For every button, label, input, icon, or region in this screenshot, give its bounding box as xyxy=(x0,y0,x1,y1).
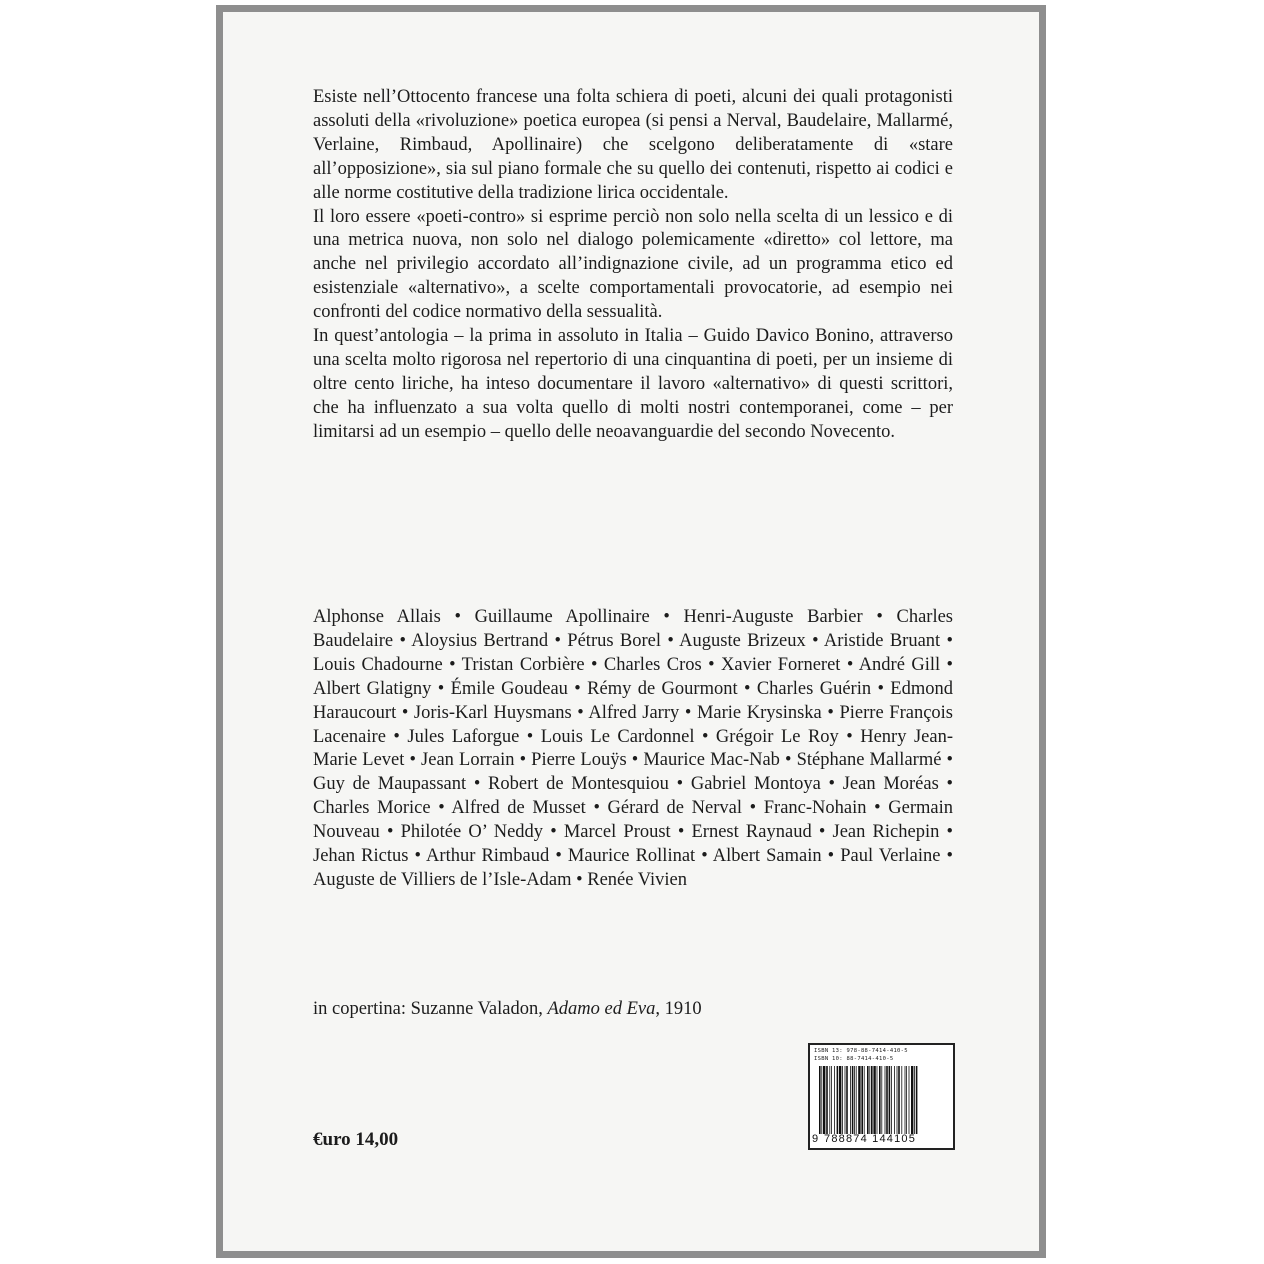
price-label: €uro 14,00 xyxy=(313,1129,399,1150)
blurb-paragraph-1: Esiste nell’Ottocento francese una folta schiera di poeti, alcuni dei quali protagonisti assoluti della «rivoluzione» poetica europea (si pensi a Nerval, Baudelaire, Mallarmé, Verlaine, Rimbaud, Apollinaire) che scelgono deliberatamente di «stare all’opposizione», sia sul piano formale che su quello dei contenuti, rispetto ai codici e alle norme costitutive della tradizione lirica occidentale. xyxy=(313,87,953,203)
barcode-bar xyxy=(864,1066,865,1134)
barcode-bar xyxy=(911,1066,913,1134)
barcode-bar xyxy=(839,1066,841,1134)
barcode-bar xyxy=(885,1066,886,1134)
barcode-bar xyxy=(819,1066,821,1134)
barcode-bar xyxy=(869,1066,870,1134)
barcode-lead-digit: 9 xyxy=(812,1133,819,1145)
barcode-bar xyxy=(861,1066,863,1134)
barcode-bar xyxy=(906,1066,907,1134)
barcode-bar xyxy=(850,1066,851,1134)
book-back-cover xyxy=(216,5,1046,1258)
barcode-bar xyxy=(905,1066,906,1134)
barcode-bar xyxy=(845,1066,846,1134)
credit-suffix: , 1910 xyxy=(655,999,702,1019)
barcode-bar xyxy=(852,1066,854,1134)
barcode-bar xyxy=(898,1066,900,1134)
barcode-block xyxy=(808,1043,955,1150)
barcode-bar xyxy=(834,1066,835,1134)
cover-credit xyxy=(313,997,702,1021)
barcode-bar xyxy=(837,1066,839,1134)
barcode-bar xyxy=(914,1066,915,1134)
cover-page xyxy=(223,12,1039,1251)
barcode-bar xyxy=(871,1066,873,1134)
barcode-bar xyxy=(873,1066,875,1134)
barcode-bar xyxy=(909,1066,910,1134)
barcode-bar xyxy=(897,1066,898,1134)
barcode-bar xyxy=(867,1066,869,1134)
barcode-bar xyxy=(858,1066,860,1134)
blurb-text xyxy=(313,86,953,445)
barcode-bar xyxy=(881,1066,882,1134)
isbn-10-line: ISBN 10: 88-7414-410-5 xyxy=(814,1056,894,1062)
barcode-bar xyxy=(854,1066,855,1134)
barcode-bar xyxy=(823,1066,825,1134)
barcode-bar xyxy=(877,1066,878,1134)
author-list: Alphonse Allais • Guillaume Apollinaire • Henri-Auguste Barbier • Charles Baudelaire • Aloysius Bertrand • Pétrus Borel • Auguste Brizeux • Aristide Bruant • Louis Chadourne • Tristan Corbière • Charles Cros • Xavier Forneret • André Gill • Albert Glatigny • Émile Goudeau • Rémy de Gourmont • Charles Guérin • Edmond Haraucourt • Joris-Karl Huysmans • Alfred Jarry • Marie Krysinska • Pierre François Lacenaire • Jules Laforgue • Louis Le Cardonnel • Grégoir Le Roy • Henry Jean-Marie Levet • Jean Lorrain • Pierre Louÿs • Maurice Mac-Nab • Stéphane Mallarmé • Guy de Maupassant • Robert de Montesquiou • Gabriel Montoya • Jean Moréas • Charles Morice • Alfred de Musset • Gérard de Nerval • Franc-Nohain • Germain Nouveau • Philotée O’ Neddy • Marcel Proust • Ernest Raynaud • Jean Richepin • Jehan Rictus • Arthur Rimbaud • Maurice Rollinat • Albert Samain • Paul Verlaine • Auguste de Villiers de l’Isle-Adam • Renée Vivien xyxy=(313,607,953,890)
barcode-bar xyxy=(829,1066,830,1134)
credit-prefix: in copertina: Suzanne Valadon, xyxy=(313,999,548,1019)
isbn-13-line: ISBN 13: 978-88-7414-410-5 xyxy=(814,1048,908,1054)
blurb-paragraph-3: In quest’antologia – la prima in assoluto in Italia – Guido Davico Bonino, attraverso una scelta molto rigorosa nel repertorio di una cinquantina di poeti, per un insieme di oltre cento liriche, ha inteso documentare il lavoro «alternativo» di questi scrittori, che ha influenzato a sua volta quello di molti nostri contemporanei, come – per limitarsi ad un esempio – quello delle neoavanguardie del secondo Novecento. xyxy=(313,326,953,442)
barcode-bar xyxy=(821,1066,822,1134)
barcode-bar xyxy=(826,1066,828,1134)
barcode-bar xyxy=(846,1066,848,1134)
barcode-bar xyxy=(894,1066,895,1134)
barcode-bar xyxy=(889,1066,891,1134)
barcode-digits: 788874 144105 xyxy=(824,1133,917,1145)
barcode-bar xyxy=(891,1066,892,1134)
blurb-paragraph-2: Il loro essere «poeti-contro» si esprime perciò non solo nella scelta di un lessico e di una metrica nuova, non solo nel dialogo polemicamente «diretto» col lettore, ma anche nel privilegio accordato all’indignazione civile, ad un programma etico ed esistenziale «alternativo», a scelte comportamentali provocatorie, ad esempio nei confronti del codice normativo della sessualità. xyxy=(313,206,953,323)
barcode-bar xyxy=(856,1066,857,1134)
credit-work-title: Adamo ed Eva xyxy=(547,999,656,1019)
barcode-bars xyxy=(819,1066,948,1134)
barcode-bar xyxy=(916,1066,918,1134)
barcode-bar xyxy=(901,1066,902,1134)
barcode-bar xyxy=(831,1066,832,1134)
barcode-bar xyxy=(842,1066,843,1134)
barcode-bar xyxy=(879,1066,881,1134)
barcode-bar xyxy=(886,1066,888,1134)
